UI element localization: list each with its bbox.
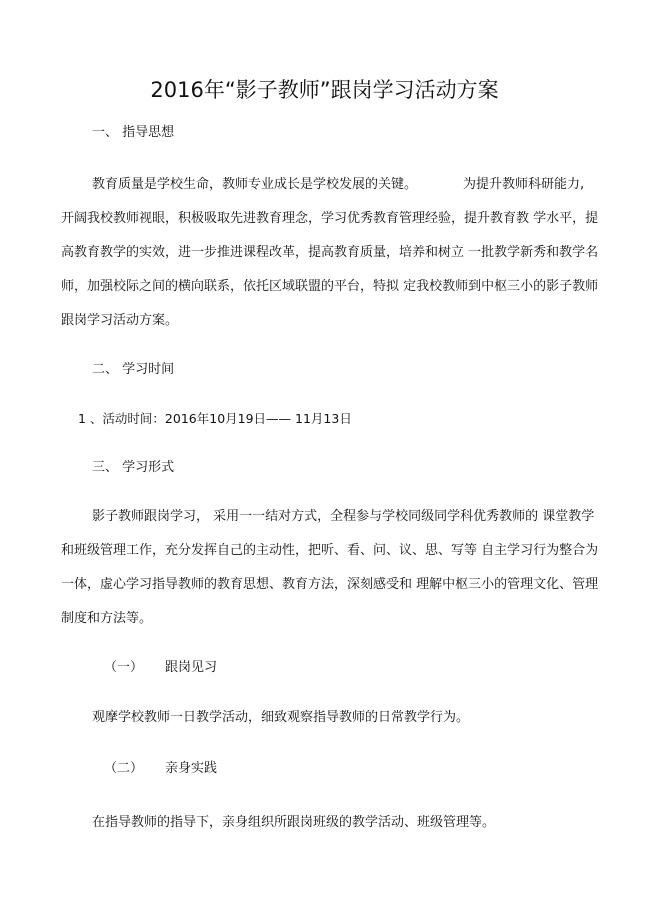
paragraph-text: 教育质量是学校生命，教师专业成长是学校发展的关键。 <box>92 177 418 192</box>
subsection-heading-shadow-observation <box>104 660 217 676</box>
subsection-heading-hands-on-practice <box>104 761 217 777</box>
document-title: 2016年“影子教师”跟岗学习活动方案 <box>150 78 499 102</box>
paragraph-line: 在指导教师的指导下，亲身组织所跟岗班级的教学活动、班级管理等。 <box>92 815 496 830</box>
section-heading-study-form: 三、 学习形式 <box>92 460 175 475</box>
paragraph-text: 为提升教师科研能力, <box>463 177 585 192</box>
paragraph-line: 开阔我校教师视眼，积极吸取先进教育理念，学习优秀教育管理经验，提升教育教 学水平，提 <box>61 211 599 226</box>
paragraph-line: 制度和方法等。 <box>61 611 153 626</box>
section-heading-guiding-thought: 一、 指导思想 <box>92 125 175 140</box>
subsection-label: 亲身实践 <box>165 761 218 776</box>
paragraph-line <box>92 177 584 193</box>
paragraph-line: 影子教师跟岗学习， 采用一一结对方式，全程参与学校同级同学科优秀教师的 课堂教学 <box>92 509 595 524</box>
paragraph-line: 观摩学校教师一日教学活动，细致观察指导教师的日常教学行为。 <box>92 710 470 725</box>
activity-time-item: 1 、活动时间：2016年10月19日—— 11月13日 <box>78 411 352 426</box>
paragraph-line: 一体，虚心学习指导教师的教育思想、教育方法，深刻感受和 理解中枢三小的管理文化、管理 <box>61 577 599 592</box>
subsection-number: （二） <box>104 761 144 776</box>
subsection-number: （一） <box>104 660 144 675</box>
paragraph-line: 师，加强校际之间的横向联系，依托区域联盟的平台，特拟 定我校教师到中枢三小的影子教师 <box>61 279 599 294</box>
paragraph-line: 跟岗学习活动方案。 <box>61 313 179 328</box>
paragraph-line: 高教育教学的实效，进一步推进课程改革，提高教育质量，培养和树立 一批教学新秀和教学名 <box>61 245 599 260</box>
paragraph-line: 和班级管理工作，充分发挥自己的主动性，把听、看、问、议、思、写等 自主学习行为整合为 <box>61 543 599 558</box>
section-heading-study-time: 二、 学习时间 <box>92 362 175 377</box>
subsection-label: 跟岗见习 <box>165 660 218 675</box>
